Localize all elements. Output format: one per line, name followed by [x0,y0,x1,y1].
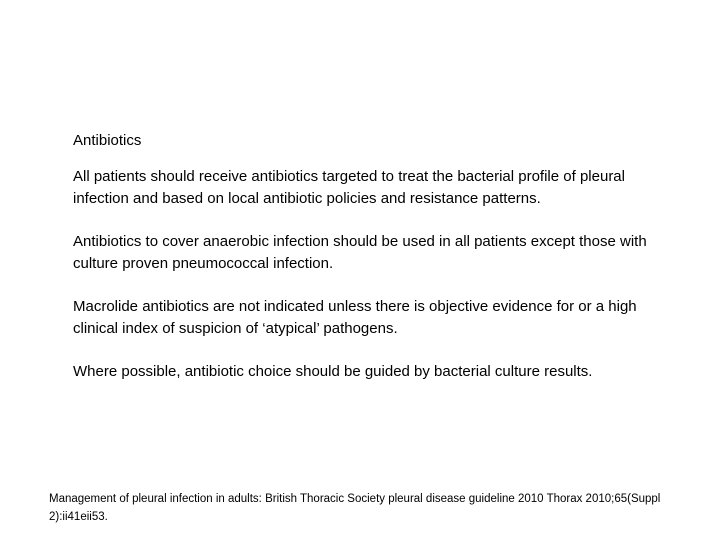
paragraph-anaerobic-coverage: Antibiotics to cover anaerobic infection should be used in all patients except those with culture proven pneumococcal infection. [73,233,647,272]
paragraph-macrolide: Macrolide antibiotics are not indicated unless there is objective evidence for or a high clinical index of suspicion of ‘atypical’ pathogens. [73,298,637,337]
slide-content [73,130,653,383]
slide-heading: Antibiotics [73,132,142,149]
paragraph-culture-guided: Where possible, antibiotic choice should be guided by bacterial culture results. [73,363,593,380]
citation: Management of pleural infection in adults: British Thoracic Society pleural disease guideline 2010 Thorax 2010;65(Suppl 2):ii41eii53. [49,493,661,523]
paragraph-antibiotics-all-patients: All patients should receive antibiotics targeted to treat the bacterial profile of pleural infection and based on local antibiotic policies and resistance patterns. [73,168,625,207]
